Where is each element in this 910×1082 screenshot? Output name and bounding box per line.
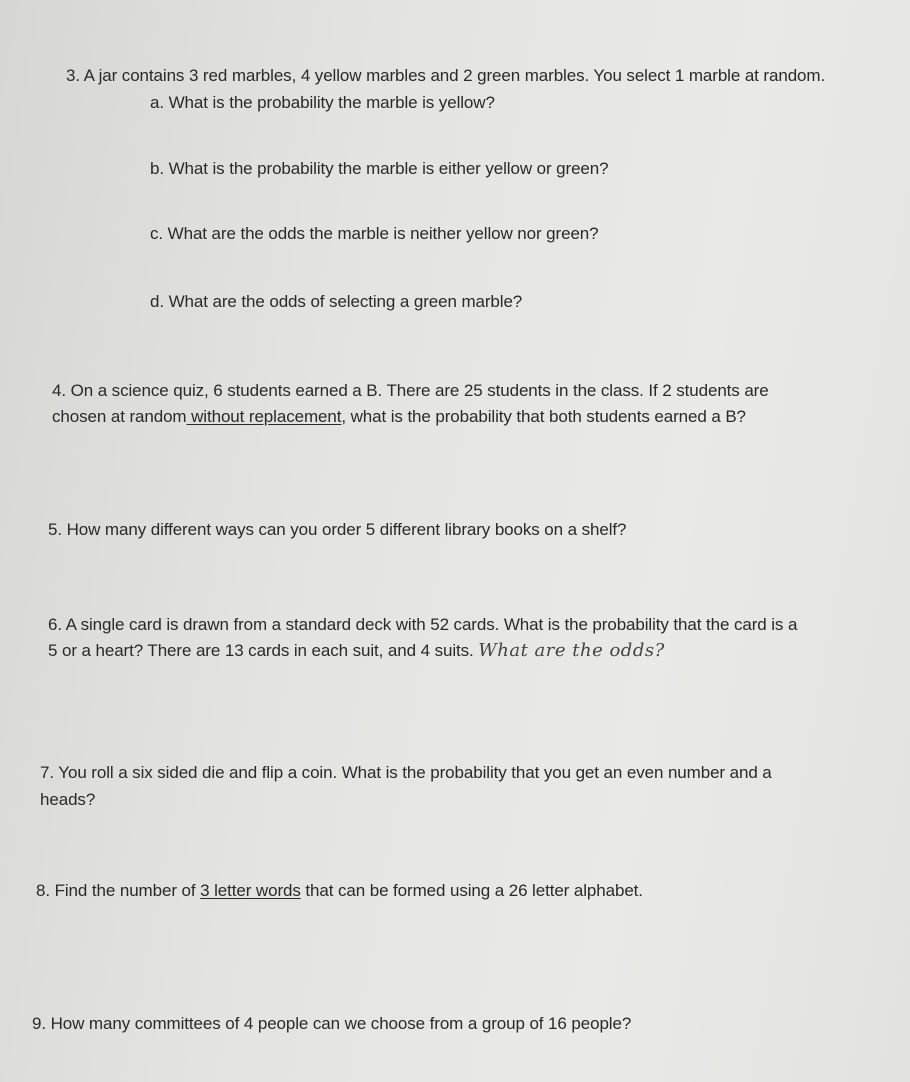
handwritten-note: What are the odds? [478,640,665,661]
question-5: 5. How many different ways can you order 5 different library books on a shelf? [48,520,627,539]
question-4-line-1: 4. On a science quiz, 6 students earned a B. There are 25 students in the class. If 2 students are [52,381,769,400]
question-9: 9. How many committees of 4 people can we choose from a group of 16 people? [32,1014,632,1033]
question-6-line-2-text: 5 or a heart? There are 13 cards in each suit, and 4 suits. [48,641,474,660]
question-7-line-2: heads? [40,790,96,809]
question-8-underlined-phrase: 3 letter words [200,881,301,900]
question-4-line-2-start: chosen at random [52,407,187,426]
question-6-line-1: 6. A single card is drawn from a standard deck with 52 cards. What is the probability that the card is a [48,615,798,634]
question-7-line-1: 7. You roll a six sided die and flip a coin. What is the probability that you get an even number and a [40,763,772,782]
question-3c: c. What are the odds the marble is neither yellow nor green? [150,224,599,243]
question-4-line-2 [52,407,746,427]
question-3b: b. What is the probability the marble is either yellow or green? [150,159,609,178]
question-8-end: that can be formed using a 26 letter alphabet. [300,881,643,900]
question-4-line-2-end: , what is the probability that both students earned a B? [341,407,746,426]
question-8-start: 8. Find the number of [36,881,201,900]
question-6-line-2 [48,641,665,661]
question-3d: d. What are the odds of selecting a green marble? [150,292,523,311]
question-4-underlined-phrase: without replacement [186,407,342,426]
question-8 [36,881,643,901]
question-3-stem: 3. A jar contains 3 red marbles, 4 yellow marbles and 2 green marbles. You select 1 marble at random. [66,66,826,85]
question-3a: a. What is the probability the marble is yellow? [150,93,495,112]
